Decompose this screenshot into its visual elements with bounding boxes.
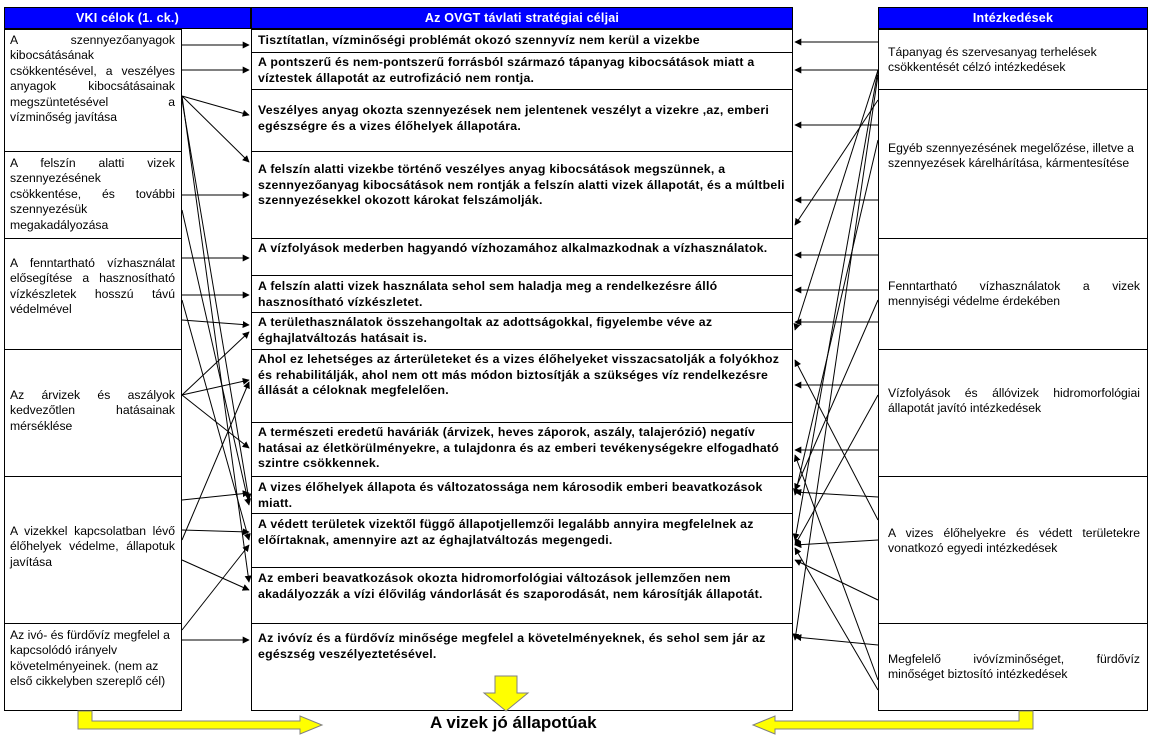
arrow-r6-c9 xyxy=(795,455,878,680)
header-right: Intézkedések xyxy=(878,7,1148,29)
arrow-r5-c11 xyxy=(795,540,878,545)
header-left: VKI célok (1. ck.) xyxy=(4,7,251,29)
measure-1: Tápanyag és szervesanyag terhelések csökkentését célzó intézkedések xyxy=(888,45,1097,75)
arrow-r1-c13 xyxy=(795,75,878,640)
footer-label: A vizek jó állapotúak xyxy=(430,713,597,732)
measure-5: A vizes élőhelyekre és védett területekre vonatkozó egyedi intézkedések xyxy=(888,526,1140,556)
strategic-goal-1: Tisztítatlan, vízminőségi problémát okozó szennyvíz nem kerül a vizekbe xyxy=(258,33,700,47)
left-goal-3: A fenntartható vízhasználat elősegítése a hasznosítható vízkészletek hosszú távú védelmével xyxy=(10,256,175,317)
arrow-l5-c12 xyxy=(182,560,249,590)
arrow-r2-c10 xyxy=(795,140,878,495)
strategic-goal-12: Az emberi beavatkozások okozta hidromorfológiai változások jellemzően nem akadályozzák a vízi élővilág vándorlását és szaporodását, nem károsítják állapotát. xyxy=(258,571,763,601)
yellow-arrow-left xyxy=(78,711,322,734)
left-goal-4: Az árvizek és aszályok kedvezőtlen hatásainak mérséklése xyxy=(10,388,175,433)
strategic-goal-5: A vízfolyások mederben hagyandó vízhozamához alkalmazkodnak a vízhasználatok. xyxy=(258,241,768,255)
strategic-goal-4: A felszín alatti vizekbe történő veszélyes anyag kibocsátások megszünnek, a szennyezőanyag kibocsátások nem rontják a felszín alatti vizek állapotát, és a múltbeli szennyezésekkel okozott károkat felszámolják. xyxy=(258,162,785,208)
strategic-goal-11: A védett területek vizektől függő állapotjellemzői legalább annyira megfelelnek az előírtaknak, amennyire azt az éghajlatváltozás megengedi. xyxy=(258,517,754,547)
strategic-goal-8: Ahol ez lehetséges az árterületeket és a vizes élőhelyeket visszacsatolják a folyókhoz és rehabilitálják, ahol nem ott más módon biztosítják a szükséges víz rendelkezésre állását a céloknak megfelelően. xyxy=(258,352,780,398)
arrow-r3-c10 xyxy=(795,300,878,490)
arrow-l1-c10 xyxy=(182,100,249,500)
strategic-goal-13: Az ivóvíz és a fürdővíz minősége megfelel a követelményeknek, és sehol sem jár az egészség veszélyeztetésével. xyxy=(258,631,766,661)
left-goal-2: A felszín alatti vizek szennyezésének csökkentése, és további szennyezésük megakadályozása xyxy=(10,156,175,232)
measure-6: Megfelelő ivóvízminőséget, fürdővíz minőséget biztosító intézkedések xyxy=(888,652,1140,682)
left-goal-5: A vizekkel kapcsolatban lévő élőhelyek védelme, állapotuk javítása xyxy=(10,524,175,569)
yellow-arrow-down xyxy=(484,676,528,711)
strategic-goal-10: A vizes élőhelyek állapota és változatossága nem károsodik emberi beavatkozások miatt. xyxy=(258,480,763,510)
arrow-r6-c11 xyxy=(795,548,878,690)
strategic-goal-7: A területhasználatok összehangoltak az adottságokkal, figyelembe véve az éghajlatváltozás hatásait is. xyxy=(258,315,713,345)
left-goal-1: A szennyezőanyagok kibocsátásának csökkentésével, a veszélyes anyagok kibocsátásainak megszüntetésével a vízminőség javítása xyxy=(10,33,175,125)
measure-3: Fenntartható vízhasználatok a vizek mennyiségi védelme érdekében xyxy=(888,279,1140,309)
left-goal-6: Az ivó- és fürdővíz megfelel a kapcsolódó irányelv követelményeinek. (nem az első cikkelyben szereplő cél) xyxy=(10,628,170,689)
arrow-l3-c7 xyxy=(182,320,249,325)
arrow-r6-c13 xyxy=(795,637,878,645)
arrow-l4-c8 xyxy=(182,380,249,395)
strategic-goal-2: A pontszerű és nem-pontszerű forrásból származó tápanyag kibocsátások miatt a víztestek állapotát az eutrofizáció nem rontja. xyxy=(258,55,755,85)
measure-2: Egyéb szennyezésének megelőzése, illetve a szennyezések kárelhárítása, kármentesítése xyxy=(888,141,1134,171)
arrow-l5-c11 xyxy=(182,530,249,532)
arrow-l6-c11 xyxy=(182,545,249,630)
measure-4: Vízfolyások és állóvizek hidromorfológiai állapotát javító intézkedések xyxy=(888,386,1140,416)
strategic-goal-9: A természeti eredetű haváriák (árvizek, heves záporok, aszály, talajerózió) negatív hatásai az életkörülményekre, a tulajdonra és az emberi tevékenységekre elfogadható szintre csökkennek. xyxy=(258,425,780,471)
yellow-arrow-right xyxy=(753,711,1033,734)
arrow-l5-c10 xyxy=(182,493,249,500)
header-center: Az OVGT távlati stratégiai céljai xyxy=(251,7,793,29)
arrow-l1-c12 xyxy=(182,96,249,582)
arrow-r5-c12 xyxy=(795,560,878,600)
strategic-goal-3: Veszélyes anyag okozta szennyezések nem jelentenek veszélyt a vizekre ,az, emberi egészségre és a vizes élőhelyek állapotára. xyxy=(258,103,770,133)
strategic-goal-6: A felszín alatti vizek használata sehol sem haladja meg a rendelkezésre álló hasznosítható vízkészletet. xyxy=(258,279,718,309)
